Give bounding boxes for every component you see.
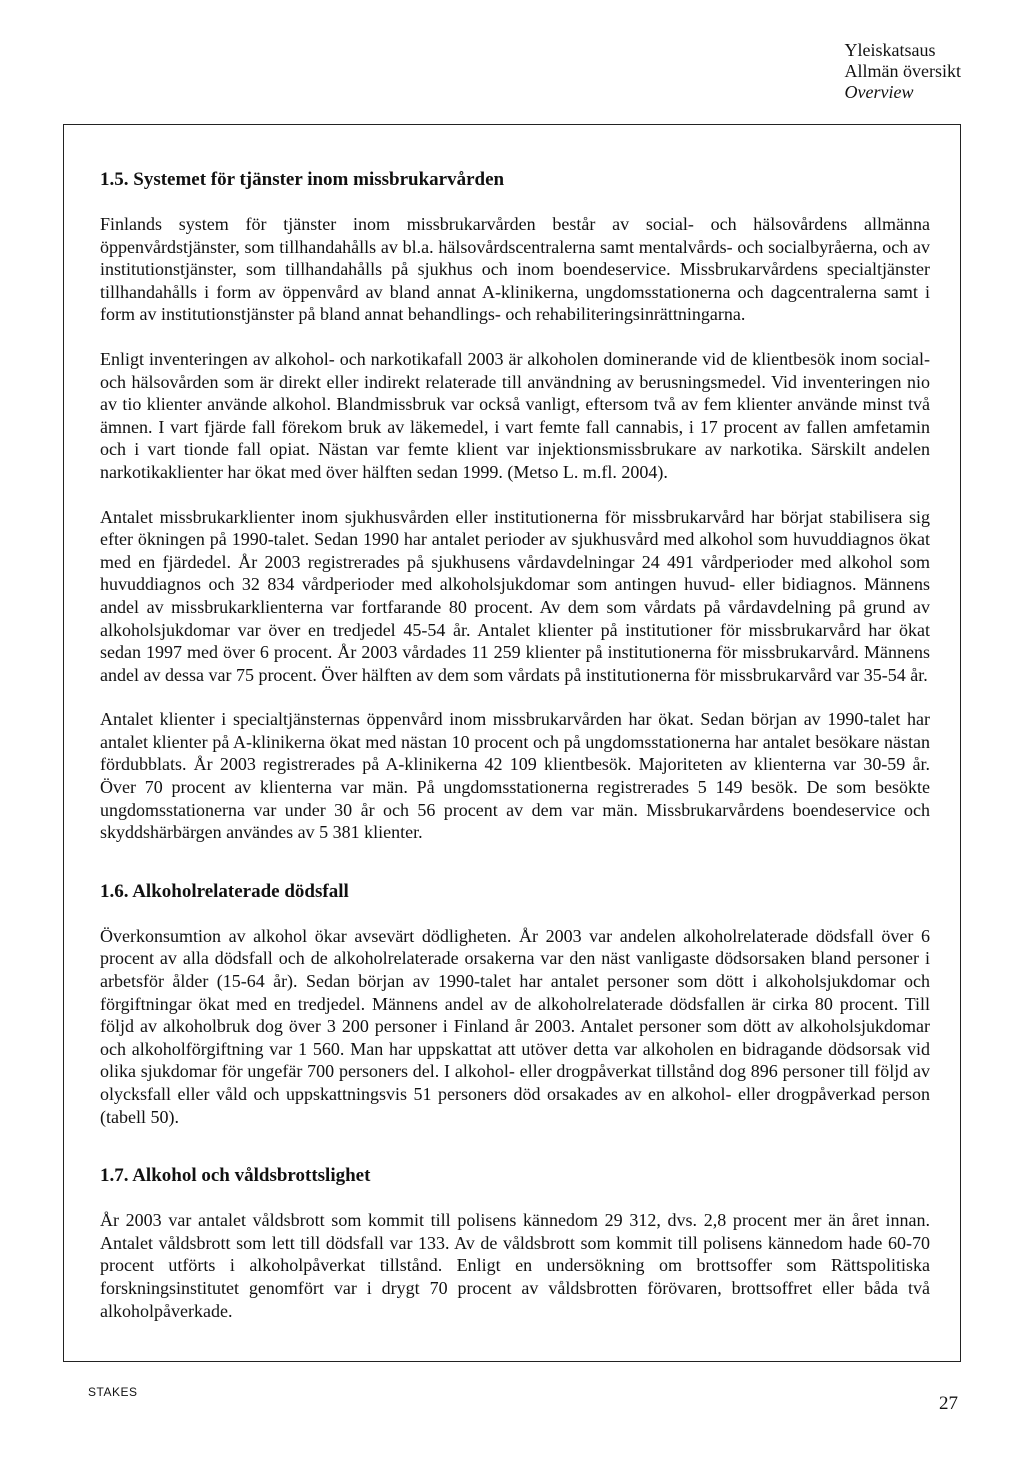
running-header <box>845 40 961 103</box>
paragraph: Finlands system för tjänster inom missbrukarvården består av social- och hälsovårdens allmänna öppenvårdstjänster, som tillhandahålls av bl.a. hälsovårdscentralerna samt mentalvårds- och socialbyråerna, och av institutionstjänster, som tillhandahålls på sjukhus och inom boendeservice. Missbrukarvårdens specialtjänster tillhandahålls i form av öppenvård av bland annat A-klinikerna, ungdomsstationerna och dagcentralerna samt i form av institutionstjänster på bland annat behandlings- och rehabiliteringsinrättningarna. <box>100 214 930 325</box>
header-line-english: Overview <box>844 82 914 102</box>
section-heading: 1.7. Alkohol och våldsbrottslighet <box>100 1165 371 1187</box>
paragraph: Enligt inventeringen av alkohol- och narkotikafall 2003 är alkoholen dominerande vid de klientbesök inom social- och hälsovården som är direkt eller indirekt relaterade till användning av berusningsmedel. Vid inventeringen nio av tio klienter använde alkohol. Blandmissbruk var också vanligt, eftersom två av fem klienter använde minst två ämnen. I vart fjärde fall förekom bruk av läkemedel, i vart femte fall cannabis, i 17 procent av fallen amfetamin och i vart tionde fall opiat. Nästan var femte klient var injektionsmissbrukare av narkotika. Särskilt andelen narkotikaklienter har ökat med över hälften sedan 1999. (Metso L. m.fl. 2004). <box>100 348 930 482</box>
page-body <box>100 168 930 1344</box>
paragraph: Antalet klienter i specialtjänsternas öppenvård inom missbrukarvården har ökat. Sedan början av 1990-talet har antalet klienter på A-klinikerna ökat med nästan 10 procent och på ungdomsstationerna har antalet besökare nästan fördubblats. År 2003 registrerades på A-klinikerna 42 109 klientbesök. Majoriteten av klienterna var 30-59 år. Över 70 procent av klienterna var män. På ungdomsstationerna registrerades 5 149 besök. De som besökte ungdomsstationerna var under 30 år och 56 procent av dem var män. Missbrukarvårdens boendeservice och skyddshärbärgen användes av 5 381 klienter. <box>100 709 930 843</box>
section-alkoholrelaterade-dodsfall <box>100 880 930 1128</box>
header-line-swedish: Allmän översikt <box>844 61 961 81</box>
section-heading: 1.6. Alkoholrelaterade dödsfall <box>100 880 349 902</box>
paragraph: År 2003 var antalet våldsbrott som kommit till polisens kännedom 29 312, dvs. 2,8 procent mer än året innan. Antalet våldsbrott som lett till dödsfall var 133. Av de våldsbrott som kommit till polisens kännedom hade 60-70 procent utförts i alkoholpåverkat tillstånd. Enligt en undersökning om brottsoffer som Rättspolitiska forskningsinstitutet genomfört var i drygt 70 procent av våldsbrotten förövaren, brottsoffret eller båda två alkoholpåverkade. <box>100 1210 930 1321</box>
section-missbrukarvarden <box>100 168 930 844</box>
header-line-finnish: Yleiskatsaus <box>844 40 936 60</box>
publisher-footer: STAKES <box>88 1385 138 1399</box>
paragraph: Överkonsumtion av alkohol ökar avsevärt dödligheten. År 2003 var andelen alkoholrelaterade dödsfall över 6 procent av alla dödsfall och de alkoholrelaterade orsakerna var den näst vanligaste dödsorsaken bland personer i arbetsför ålder (15-64 år). Sedan början av 1990-talet har antalet personer som dött i alkoholsjukdomar och förgiftningar ökat med en tredjedel. Männens andel av de alkoholrelaterade dödsfallen är cirka 80 procent. Till följd av alkoholbruk dog över 3 200 personer i Finland år 2003. Antalet personer som dött av alkoholsjukdomar och alkoholförgiftning var 1 560. Man har uppskattat att utöver detta var alkoholen en bidragande dödsorsak vid olika sjukdomar för ungefär 700 personers del. I alkohol- eller drogpåverkat tillstånd dog 896 personer till följd av olycksfall eller våld och uppskattningsvis 51 personers död orsakades av en alkohol- eller drogpåverkad person (tabell 50). <box>100 925 930 1127</box>
section-alkohol-valdsbrottslighet <box>100 1164 930 1322</box>
page-number: 27 <box>939 1393 958 1414</box>
paragraph: Antalet missbrukarklienter inom sjukhusvården eller institutionerna för missbrukarvård har börjat stabilisera sig efter ökningen på 1990-talet. Sedan 1990 har antalet perioder av sjukhusvård med alkohol som huvuddiagnos ökat med en fjärdedel. År 2003 registrerades på sjukhusens vårdavdelningar 24 491 vårdperioder med alkohol som huvuddiagnos och 32 834 vårdperioder med alkoholsjukdomar som antingen huvud- eller bidiagnos. Männens andel av missbrukarklienterna var fortfarande 80 procent. Av dem som vårdats på vårdavdelning på grund av alkoholsjukdomar var över en tredjedel 45-54 år. Antalet klienter på institutioner för missbrukarvård har ökat sedan 1997 med över 6 procent. År 2003 vårdades 11 259 klienter på institutionerna för missbrukarvård. Männens andel av dessa var 75 procent. Över hälften av dem som vårdats på institutionerna för missbrukarvård var 35-54 år. <box>100 506 930 685</box>
section-heading: 1.5. Systemet för tjänster inom missbrukarvården <box>100 169 505 190</box>
